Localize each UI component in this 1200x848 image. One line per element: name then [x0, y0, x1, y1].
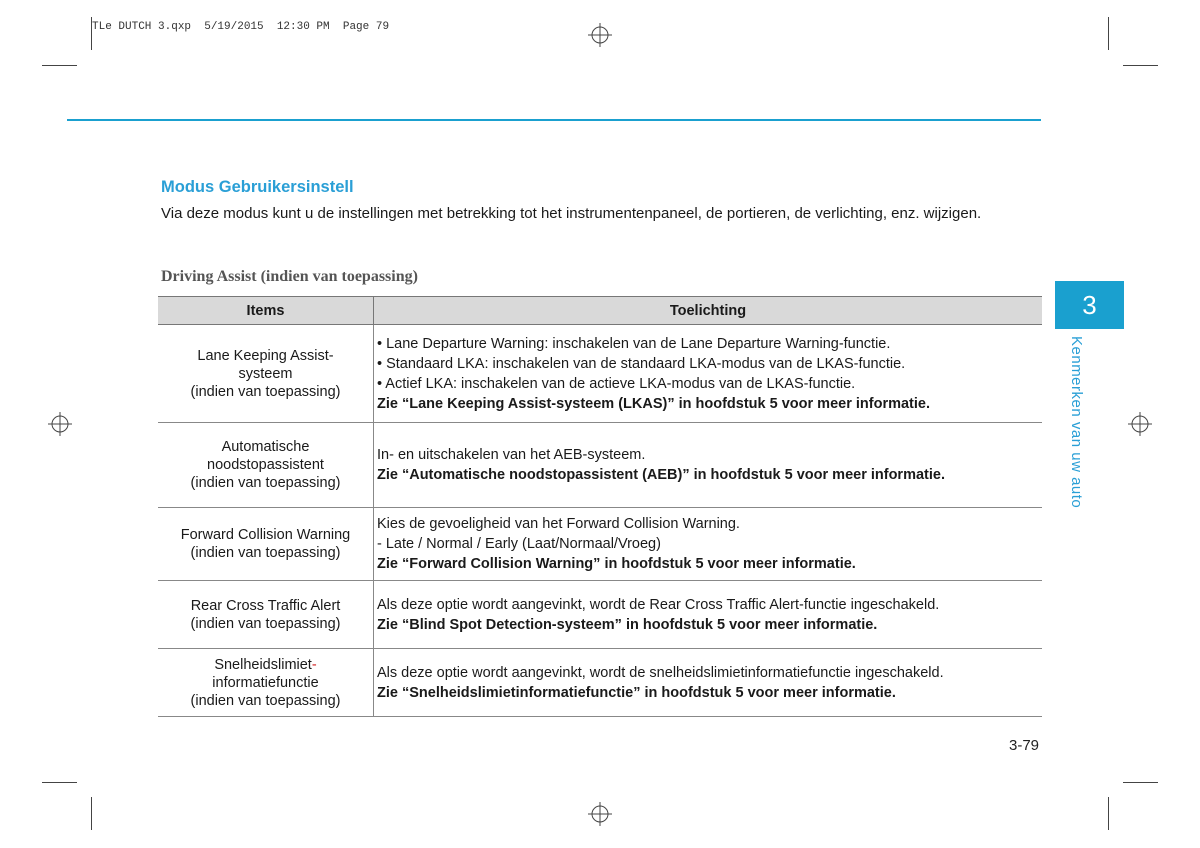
print-header: TLe DUTCH 3.qxp 5/19/2015 12:30 PM Page 79 — [92, 21, 390, 33]
description-cell — [374, 508, 1043, 581]
item-line: systeem — [238, 365, 293, 382]
item-line: (indien van toepassing) — [190, 475, 341, 491]
description-line: Als deze optie wordt aangevinkt, wordt de Rear Cross Traffic Alert-functie ingeschakeld. — [377, 596, 940, 613]
crop-mark — [91, 17, 92, 50]
crop-mark — [91, 797, 92, 830]
item-line: Lane Keeping Assist- — [197, 347, 334, 364]
item-line: Rear Cross Traffic Alert — [190, 597, 341, 614]
registration-mark-icon — [1128, 412, 1152, 436]
crop-mark — [1108, 17, 1109, 50]
intro-paragraph: Via deze modus kunt u de instellingen met betrekking tot het instrumentenpaneel, de portieren, de verlichting, enz. wijzigen. — [161, 205, 982, 222]
reference-line: Zie “Automatische noodstopassistent (AEB)” in hoofdstuk 5 voor meer informatie. — [377, 467, 945, 483]
item-line: Automatische — [221, 439, 310, 455]
item-line: (indien van toepassing) — [190, 383, 341, 400]
item-line: (indien van toepassing) — [190, 692, 341, 709]
description-line: • Lane Departure Warning: inschakelen van de Lane Departure Warning-functie. — [377, 335, 891, 352]
description-line: In- en uitschakelen van het AEB-systeem. — [377, 447, 646, 463]
item-line: noodstopassistent — [207, 457, 324, 473]
item-line: (indien van toepassing) — [190, 615, 341, 632]
table-row — [158, 581, 1042, 649]
table-row — [158, 423, 1042, 508]
item-line: informatiefunctie — [212, 674, 319, 691]
page-number: 3-79 — [1009, 737, 1040, 754]
description-cell — [374, 649, 1043, 717]
description-line: - Late / Normal / Early (Laat/Normaal/Vroeg) — [377, 536, 661, 552]
description-cell — [374, 325, 1043, 423]
registration-mark-icon — [588, 802, 612, 826]
header-items: Items — [158, 297, 374, 325]
table-row — [158, 325, 1042, 423]
reference-line: Zie “Forward Collision Warning” in hoofdstuk 5 voor meer informatie. — [377, 556, 856, 572]
table-subtitle: Driving Assist (indien van toepassing) — [161, 268, 418, 285]
item-line: Forward Collision Warning — [180, 527, 351, 543]
crop-mark — [1108, 797, 1109, 830]
description-cell — [374, 581, 1043, 649]
table-header-row — [158, 297, 1042, 325]
item-cell — [158, 508, 374, 581]
item-line: (indien van toepassing) — [190, 545, 341, 561]
crop-mark — [42, 782, 77, 783]
reference-line: Zie “Blind Spot Detection-systeem” in hoofdstuk 5 voor meer informatie. — [377, 616, 878, 633]
settings-table — [158, 296, 1042, 717]
table-row — [158, 649, 1042, 717]
reference-line: Zie “Lane Keeping Assist-systeem (LKAS)” in hoofdstuk 5 voor meer informatie. — [377, 395, 930, 412]
item-cell — [158, 423, 374, 508]
header-toelichting: Toelichting — [374, 297, 1043, 325]
description-line: • Actief LKA: inschakelen van de actieve LKA-modus van de LKAS-functie. — [377, 375, 856, 392]
description-cell — [374, 423, 1043, 508]
registration-mark-icon — [48, 412, 72, 436]
item-line-text: Snelheidslimiet — [214, 656, 312, 673]
item-cell — [158, 581, 374, 649]
description-line: Kies de gevoeligheid van het Forward Collision Warning. — [377, 516, 740, 532]
chapter-label: Kenmerken van uw auto — [1068, 336, 1085, 509]
top-rule — [67, 119, 1041, 121]
reference-line: Zie “Snelheidslimietinformatiefunctie” in hoofdstuk 5 voor meer informatie. — [377, 684, 896, 701]
item-cell — [158, 649, 374, 717]
table-row — [158, 508, 1042, 581]
registration-mark-icon — [588, 23, 612, 47]
description-line: Als deze optie wordt aangevinkt, wordt de snelheidslimietinformatiefunctie ingeschakeld. — [377, 664, 944, 681]
item-line-dash: - — [311, 656, 317, 673]
item-cell — [158, 325, 374, 423]
crop-mark — [1123, 782, 1158, 783]
chapter-tab: 3 — [1055, 281, 1124, 329]
item-line — [162, 656, 369, 674]
crop-mark — [42, 65, 77, 66]
description-line: • Standaard LKA: inschakelen van de standaard LKA-modus van de LKAS-functie. — [377, 355, 906, 372]
section-title: Modus Gebruikersinstell — [161, 178, 354, 196]
crop-mark — [1123, 65, 1158, 66]
